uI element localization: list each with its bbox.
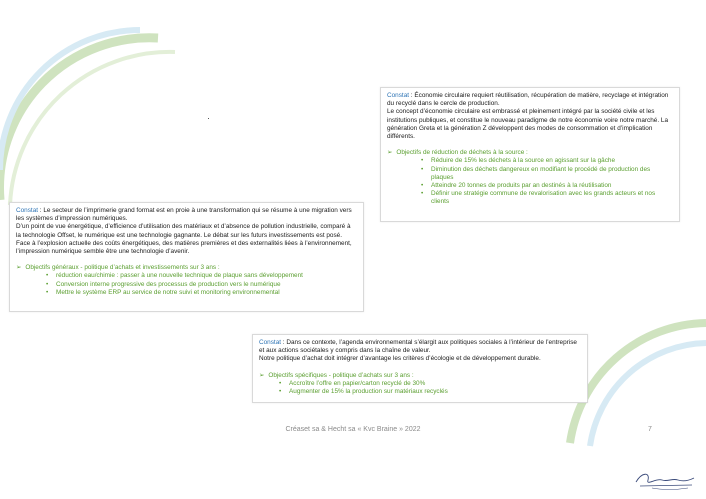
objectives-title — [16, 264, 357, 272]
list-item: • Diminution des déchets dangereux en modifiant le procédé de production des plaques — [431, 166, 673, 182]
list-item: • réduction eau/chimie : passer à une nouvelle technique de plaque sans développement — [56, 272, 357, 280]
objectives-title-text: Objectifs spécifiques - politique d’achats sur 3 ans : — [268, 371, 414, 379]
arrow-icon: ➢ — [16, 264, 22, 272]
page-number: 7 — [648, 426, 652, 433]
constat-label: Constat — [387, 92, 410, 99]
constat-box-purchasing-policy — [252, 334, 588, 403]
objectives-list — [289, 380, 581, 396]
footer-text: Créaset sa & Hecht sa « Kvc Braine » 2022 — [285, 426, 421, 433]
arrow-icon: ➢ — [387, 149, 393, 157]
list-item: • Conversion interne progressive des processus de production vers le numérique — [56, 281, 357, 289]
constat-paragraph-2: Le concept d’économie circulaire est embrassé et pleinement intégré par la société civile et les institutions publiques, et constitue le nouveau paradigme de notre économie voire notre marché. La génération Greta et la génération Z développent des modes de consommation et d’implication différents. — [387, 108, 669, 141]
list-item: • Réduire de 15% les déchets à la source en agissant sur la gâche — [431, 157, 673, 165]
constat-text: : Économie circulaire requiert réutilisation, récupération de matière, recyclage et intégration du recyclé dans le cercle de production. — [387, 92, 669, 108]
list-item: • Accroître l’offre en papier/carton recyclé de 30% — [289, 380, 581, 388]
objectives-title — [387, 149, 673, 157]
list-item: • Définir une stratégie commune de revalorisation avec les grands acteurs et nos clients — [431, 190, 673, 206]
signature-icon — [632, 468, 698, 492]
constat-box-circular-economy — [380, 87, 680, 222]
stray-dot — [208, 118, 209, 119]
constat-paragraph-2: D’un point de vue énergétique, d’efficience d’utilisation des matériaux et d’absence de pollution industrielle, comparé à la technologie Offset, le numérique est une technologie gagnante. Le débat sur les futurs investissements est posé. — [16, 223, 351, 239]
constat-text: : Le secteur de l’imprimerie grand format est en proie à une transformation qui se résume à une migration vers les systèmes d’impression numériques. — [16, 207, 352, 223]
constat-paragraph — [387, 92, 673, 108]
constat-text: : Dans ce contexte, l’agenda environnemental s’élargit aux politiques sociales à l’intérieur de l’entreprise et aux actions sociétales y compris dans la chaîne de valeur. — [259, 339, 577, 355]
constat-label: Constat — [16, 207, 39, 214]
constat-paragraph-2: Notre politique d’achat doit intégrer d’avantage les critères d’écologie et de développement durable. — [259, 355, 541, 363]
objectives-title — [259, 372, 581, 380]
constat-paragraph — [259, 339, 581, 355]
objectives-list — [431, 157, 673, 206]
objectives-title-text: Objectifs de réduction de déchets à la source : — [396, 149, 528, 157]
list-item: • Augmenter de 15% la production sur matériaux recyclés — [289, 388, 581, 396]
list-item: • Atteindre 20 tonnes de produits par an destinés à la réutilisation — [431, 182, 673, 190]
decorative-arc-topleft — [0, 0, 200, 210]
arrow-icon: ➢ — [259, 371, 265, 379]
objectives-title-text: Objectifs généraux - politique d’achats et investissements sur 3 ans : — [25, 264, 220, 272]
constat-label: Constat — [259, 339, 282, 346]
constat-paragraph — [16, 207, 357, 223]
objectives-list — [56, 272, 357, 297]
constat-paragraph-3: Face à l’explosion actuelle des coûts énergétiques, des matières premières et des externalités liées à l’environnement, l’impression numérique semble être une technologie d’avenir. — [16, 239, 352, 256]
list-item: • Mettre le système ERP au service de notre suivi et monitoring environnemental — [56, 289, 357, 297]
constat-box-digital-printing — [9, 202, 364, 312]
